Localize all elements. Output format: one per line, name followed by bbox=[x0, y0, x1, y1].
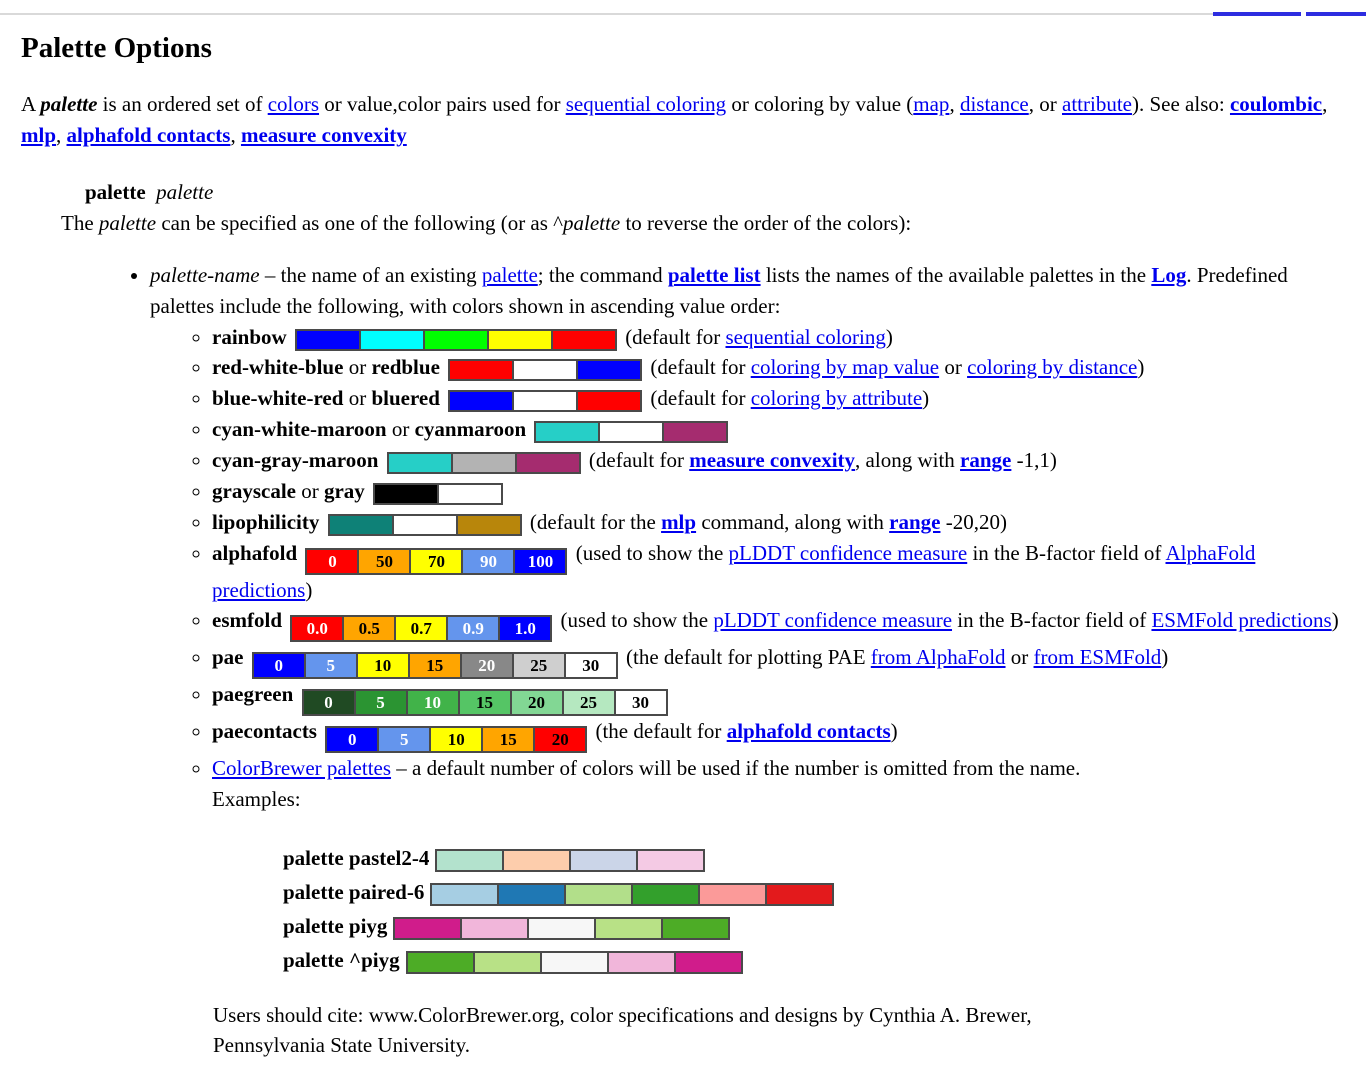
colorbrewer-examples bbox=[283, 843, 1344, 975]
swatch-cell bbox=[676, 953, 741, 972]
text-run: Examples: bbox=[212, 787, 301, 812]
swatch-cell: 20 bbox=[535, 728, 585, 751]
swatch-cell bbox=[578, 392, 640, 410]
text-run: (the default for plotting PAE bbox=[620, 645, 871, 670]
palette-item-grayscale bbox=[212, 476, 1344, 507]
swatch-cell: 50 bbox=[359, 550, 411, 573]
text-run: cyanmaroon bbox=[414, 417, 527, 442]
text-run: or bbox=[1005, 645, 1034, 670]
swatch-cell: 0.9 bbox=[448, 617, 500, 640]
link-coulombic[interactable]: coulombic bbox=[1229, 92, 1323, 117]
text-run: , bbox=[56, 123, 67, 148]
swatch-cell: 0 bbox=[307, 550, 359, 573]
top-divider-rule bbox=[0, 13, 1366, 15]
blue-white-red-swatch bbox=[448, 390, 642, 412]
swatch-cell: 0 bbox=[304, 691, 356, 714]
example-label: palette paired-6 bbox=[283, 879, 425, 904]
swatch-cell bbox=[408, 953, 475, 972]
swatch-cell bbox=[638, 851, 703, 870]
swatch-cell: 0.0 bbox=[292, 617, 344, 640]
text-run: (the default for bbox=[590, 719, 727, 744]
text-run: (default for bbox=[619, 324, 726, 349]
swatch-cell: 30 bbox=[566, 654, 616, 677]
text-run: ) bbox=[1161, 645, 1169, 670]
swatch-cell bbox=[489, 331, 553, 349]
swatch-cell: 10 bbox=[408, 691, 460, 714]
link-mlp[interactable]: mlp bbox=[21, 123, 57, 148]
swatch-cell bbox=[514, 361, 578, 379]
text-run: -1,1) bbox=[1011, 447, 1057, 472]
example-label: palette ^piyg bbox=[283, 947, 400, 972]
swatch-cell bbox=[458, 516, 520, 534]
example-label: palette pastel2-4 bbox=[283, 846, 430, 871]
swatch-cell bbox=[462, 919, 529, 938]
swatch-cell: 5 bbox=[306, 654, 358, 677]
swatch-cell bbox=[566, 885, 633, 904]
text-run: (default for bbox=[645, 355, 751, 380]
swatch-cell: 5 bbox=[379, 728, 431, 751]
swatch-cell bbox=[297, 331, 361, 349]
swatch-cell bbox=[536, 423, 600, 441]
link-palette-list[interactable]: palette list bbox=[667, 262, 761, 287]
swatch-cell: 15 bbox=[460, 691, 512, 714]
text-run bbox=[526, 417, 531, 441]
swatch-cell bbox=[609, 953, 676, 972]
link-from-esmfold[interactable]: from ESMFold bbox=[1033, 645, 1162, 670]
lipophilicity-swatch bbox=[328, 514, 522, 536]
swatch-cell bbox=[439, 485, 501, 503]
text-run: to reverse the order of the colors): bbox=[620, 210, 912, 235]
palette-item-alphafold bbox=[212, 538, 1344, 606]
link-alphafold-contacts[interactable]: alphafold contacts bbox=[66, 123, 231, 148]
palette-paired-6-swatch bbox=[430, 883, 834, 906]
text-run: ) bbox=[885, 324, 893, 349]
link-measure-convexity[interactable]: measure convexity bbox=[240, 123, 407, 148]
swatch-cell bbox=[453, 454, 517, 472]
palette-item-blue-white-red bbox=[212, 383, 1344, 414]
text-run: ) bbox=[922, 386, 930, 411]
palette-item-paegreen bbox=[212, 679, 1344, 716]
text-run: or bbox=[295, 478, 324, 503]
swatch-cell bbox=[475, 953, 542, 972]
palette-item-colorbrewer bbox=[212, 753, 1344, 815]
text-run: alphafold bbox=[212, 540, 303, 565]
text-run: -20,20) bbox=[940, 509, 1007, 534]
swatch-cell: 0.5 bbox=[344, 617, 396, 640]
palette-name-list bbox=[21, 260, 1344, 815]
link-from-alphafold[interactable]: from AlphaFold bbox=[870, 645, 1006, 670]
intro-paragraph bbox=[21, 89, 1344, 151]
link-sequential-coloring[interactable]: sequential coloring bbox=[565, 92, 727, 117]
swatch-cell: 0 bbox=[327, 728, 379, 751]
text-run: or bbox=[386, 417, 415, 442]
text-run: palette bbox=[156, 180, 214, 205]
text-run: – the name of an existing bbox=[259, 262, 482, 287]
palette-item-paecontacts bbox=[212, 716, 1344, 753]
pae-swatch bbox=[252, 652, 618, 679]
link-coloring-by-attribute[interactable]: coloring by attribute bbox=[750, 386, 923, 411]
swatch-cell: 15 bbox=[410, 654, 462, 677]
swatch-cell bbox=[517, 454, 579, 472]
page-title: Palette Options bbox=[21, 32, 212, 64]
text-run: paecontacts bbox=[212, 719, 323, 744]
text-run: ; the command bbox=[537, 262, 668, 287]
text-run: grayscale bbox=[212, 478, 296, 503]
text-run: , bbox=[1322, 92, 1328, 117]
palette-name-text bbox=[150, 263, 1288, 318]
palette-piyg-swatch bbox=[406, 951, 743, 974]
swatch-cell bbox=[389, 454, 453, 472]
link-alphafold-contacts[interactable]: alphafold contacts bbox=[726, 719, 891, 744]
text-run: cyan-white-maroon bbox=[212, 417, 387, 442]
link-esmfold-predictions[interactable]: ESMFold predictions bbox=[1151, 608, 1332, 633]
cyan-white-maroon-swatch bbox=[534, 421, 728, 443]
swatch-cell bbox=[394, 516, 458, 534]
text-run bbox=[319, 510, 324, 534]
palette-item-pae bbox=[212, 642, 1344, 679]
rainbow-swatch bbox=[295, 329, 617, 351]
text-run: in the B-factor field of bbox=[967, 540, 1166, 565]
cutoff-link-underline-segment bbox=[1213, 12, 1301, 16]
text-run: is an ordered set of bbox=[97, 92, 268, 117]
text-run: or value,color pairs used for bbox=[319, 92, 566, 117]
definition-description bbox=[61, 208, 1344, 239]
swatch-cell: 25 bbox=[514, 654, 566, 677]
link-plddt-confidence-measure[interactable]: pLDDT confidence measure bbox=[728, 540, 968, 565]
example-label: palette piyg bbox=[283, 913, 388, 938]
swatch-cell bbox=[361, 331, 425, 349]
definition-term bbox=[85, 177, 1344, 208]
text-run: ) bbox=[890, 719, 898, 744]
swatch-cell bbox=[767, 885, 832, 904]
text-run: . Predefined palettes include the following, with colors shown in ascending value order: bbox=[150, 262, 1288, 318]
text-run: palette bbox=[40, 92, 98, 117]
text-run: (default for the bbox=[524, 509, 662, 534]
swatch-cell: 0 bbox=[254, 654, 306, 677]
text-run: palette bbox=[98, 210, 157, 235]
swatch-cell bbox=[633, 885, 700, 904]
swatch-cell: 1.0 bbox=[500, 617, 550, 640]
paegreen-swatch bbox=[302, 689, 668, 716]
link-measure-convexity[interactable]: measure convexity bbox=[689, 447, 856, 472]
swatch-cell bbox=[529, 919, 596, 938]
text-run: (used to show the bbox=[555, 608, 714, 633]
link-range[interactable]: range bbox=[889, 509, 941, 534]
example-palette-piyg bbox=[283, 945, 1344, 976]
palette-name-bullet bbox=[150, 260, 1344, 815]
predefined-palette-list bbox=[150, 322, 1344, 816]
text-run: lipophilicity bbox=[212, 509, 320, 534]
text-run: – a default number of colors will be used if the number is omitted from the name. bbox=[391, 756, 1081, 781]
palette-piyg-swatch bbox=[393, 917, 730, 940]
swatch-cell bbox=[375, 485, 439, 503]
swatch-cell: 70 bbox=[411, 550, 463, 573]
swatch-cell bbox=[450, 392, 514, 410]
swatch-cell bbox=[600, 423, 664, 441]
link-range[interactable]: range bbox=[960, 447, 1012, 472]
swatch-cell bbox=[395, 919, 462, 938]
text-run: ) bbox=[1331, 608, 1339, 633]
swatch-cell bbox=[425, 331, 489, 349]
swatch-cell bbox=[663, 919, 728, 938]
text-run: or bbox=[343, 355, 372, 380]
text-run: ) bbox=[305, 577, 313, 602]
link-colors[interactable]: colors bbox=[267, 92, 320, 117]
text-run: or coloring by value ( bbox=[726, 92, 914, 117]
swatch-cell: 20 bbox=[462, 654, 514, 677]
link-distance[interactable]: distance bbox=[959, 92, 1029, 117]
swatch-cell: 20 bbox=[512, 691, 564, 714]
link-plddt-confidence-measure[interactable]: pLDDT confidence measure bbox=[713, 608, 953, 633]
text-run: esmfold bbox=[212, 608, 288, 633]
swatch-cell bbox=[571, 851, 638, 870]
text-run: pae bbox=[212, 645, 249, 670]
text-run: (default for bbox=[583, 447, 690, 472]
swatch-cell bbox=[437, 851, 504, 870]
palette-item-esmfold bbox=[212, 605, 1344, 642]
text-run: redblue bbox=[371, 355, 440, 380]
swatch-cell: 10 bbox=[358, 654, 410, 677]
text-run: or bbox=[343, 386, 372, 411]
swatch-cell: 30 bbox=[616, 691, 666, 714]
text-run bbox=[440, 355, 445, 379]
swatch-cell bbox=[432, 885, 499, 904]
swatch-cell bbox=[542, 953, 609, 972]
grayscale-swatch bbox=[373, 483, 503, 505]
swatch-cell: 100 bbox=[515, 550, 565, 573]
text-run bbox=[365, 479, 370, 503]
text-run: red-white-blue bbox=[212, 355, 344, 380]
swatch-cell bbox=[578, 361, 640, 379]
text-run: , bbox=[949, 92, 960, 117]
esmfold-swatch bbox=[290, 615, 552, 642]
swatch-cell bbox=[596, 919, 663, 938]
swatch-cell bbox=[330, 516, 394, 534]
text-run: , bbox=[230, 123, 241, 148]
top-bar bbox=[0, 0, 1366, 16]
text-run: or bbox=[939, 355, 968, 380]
swatch-cell bbox=[553, 331, 615, 349]
palette-definition bbox=[61, 177, 1344, 239]
text-run bbox=[378, 448, 383, 472]
palette-pastel2-4-swatch bbox=[435, 849, 705, 872]
text-run: The bbox=[61, 210, 99, 235]
text-run: palette bbox=[563, 210, 621, 235]
link-mlp[interactable]: mlp bbox=[661, 509, 697, 534]
example-palette-paired-6 bbox=[283, 877, 1344, 908]
palette-item-cyan-gray-maroon bbox=[212, 445, 1344, 476]
swatch-cell: 0.7 bbox=[396, 617, 448, 640]
link-coloring-by-distance[interactable]: coloring by distance bbox=[967, 355, 1138, 380]
red-white-blue-swatch bbox=[448, 359, 642, 381]
swatch-cell: 25 bbox=[564, 691, 616, 714]
link-log[interactable]: Log bbox=[1151, 262, 1187, 287]
text-run: paegreen bbox=[212, 682, 299, 707]
text-run bbox=[146, 180, 157, 204]
text-run: ) bbox=[1137, 355, 1145, 380]
text-run: rainbow bbox=[212, 324, 292, 349]
text-run: palette bbox=[85, 180, 146, 205]
alphafold-swatch bbox=[305, 548, 567, 575]
swatch-cell: 10 bbox=[431, 728, 483, 751]
link-map[interactable]: map bbox=[913, 92, 950, 117]
text-run: command, along with bbox=[696, 509, 890, 534]
link-palette[interactable]: palette bbox=[481, 262, 538, 287]
swatch-cell: 90 bbox=[463, 550, 515, 573]
text-run: A bbox=[21, 92, 41, 117]
text-run: ). See also: bbox=[1131, 92, 1230, 117]
cutoff-link-underline[interactable] bbox=[1213, 12, 1366, 16]
text-run: in the B-factor field of bbox=[952, 608, 1152, 633]
swatch-cell: 5 bbox=[356, 691, 408, 714]
text-run: lists the names of the available palettes in the bbox=[760, 262, 1152, 287]
swatch-cell bbox=[514, 392, 578, 410]
cutoff-link-underline-segment bbox=[1306, 12, 1366, 16]
text-run: cyan-gray-maroon bbox=[212, 447, 379, 472]
text-run: , along with bbox=[855, 447, 961, 472]
swatch-cell bbox=[504, 851, 571, 870]
text-run: , or bbox=[1028, 92, 1062, 117]
link-attribute[interactable]: attribute bbox=[1062, 92, 1132, 117]
palette-item-rainbow bbox=[212, 322, 1344, 353]
cyan-gray-maroon-swatch bbox=[387, 452, 581, 474]
palette-item-cyan-white-maroon bbox=[212, 414, 1344, 445]
link-alphafold-predictions[interactable]: AlphaFold predictions bbox=[212, 540, 1256, 602]
swatch-cell bbox=[450, 361, 514, 379]
palette-item-lipophilicity bbox=[212, 507, 1344, 538]
citation-line-1: Users should cite: www.ColorBrewer.org, color specifications and designs by Cynthia A. Brewer, bbox=[213, 1002, 1032, 1027]
swatch-cell bbox=[700, 885, 767, 904]
text-run: palette-name bbox=[150, 262, 260, 287]
text-run: can be specified as one of the following (or as ^ bbox=[156, 210, 564, 235]
link-colorbrewer-palettes[interactable]: ColorBrewer palettes bbox=[212, 756, 392, 781]
swatch-cell: 15 bbox=[483, 728, 535, 751]
citation-line-2: Pennsylvania State University. bbox=[213, 1033, 471, 1058]
text-run bbox=[440, 386, 445, 410]
example-palette-pastel2-4 bbox=[283, 843, 1344, 874]
paecontacts-swatch bbox=[325, 726, 587, 753]
swatch-cell bbox=[664, 423, 726, 441]
text-run: gray bbox=[323, 478, 365, 503]
link-coloring-by-map-value[interactable]: coloring by map value bbox=[750, 355, 940, 380]
link-sequential-coloring[interactable]: sequential coloring bbox=[725, 324, 886, 349]
example-palette-piyg bbox=[283, 911, 1344, 942]
page-content bbox=[0, 32, 1366, 1061]
text-run: (default for bbox=[645, 386, 751, 411]
text-run: bluered bbox=[371, 386, 440, 411]
citation-text bbox=[213, 1000, 1344, 1062]
text-run: (used to show the bbox=[570, 540, 729, 565]
text-run: blue-white-red bbox=[212, 386, 344, 411]
palette-item-red-white-blue bbox=[212, 352, 1344, 383]
swatch-cell bbox=[499, 885, 566, 904]
